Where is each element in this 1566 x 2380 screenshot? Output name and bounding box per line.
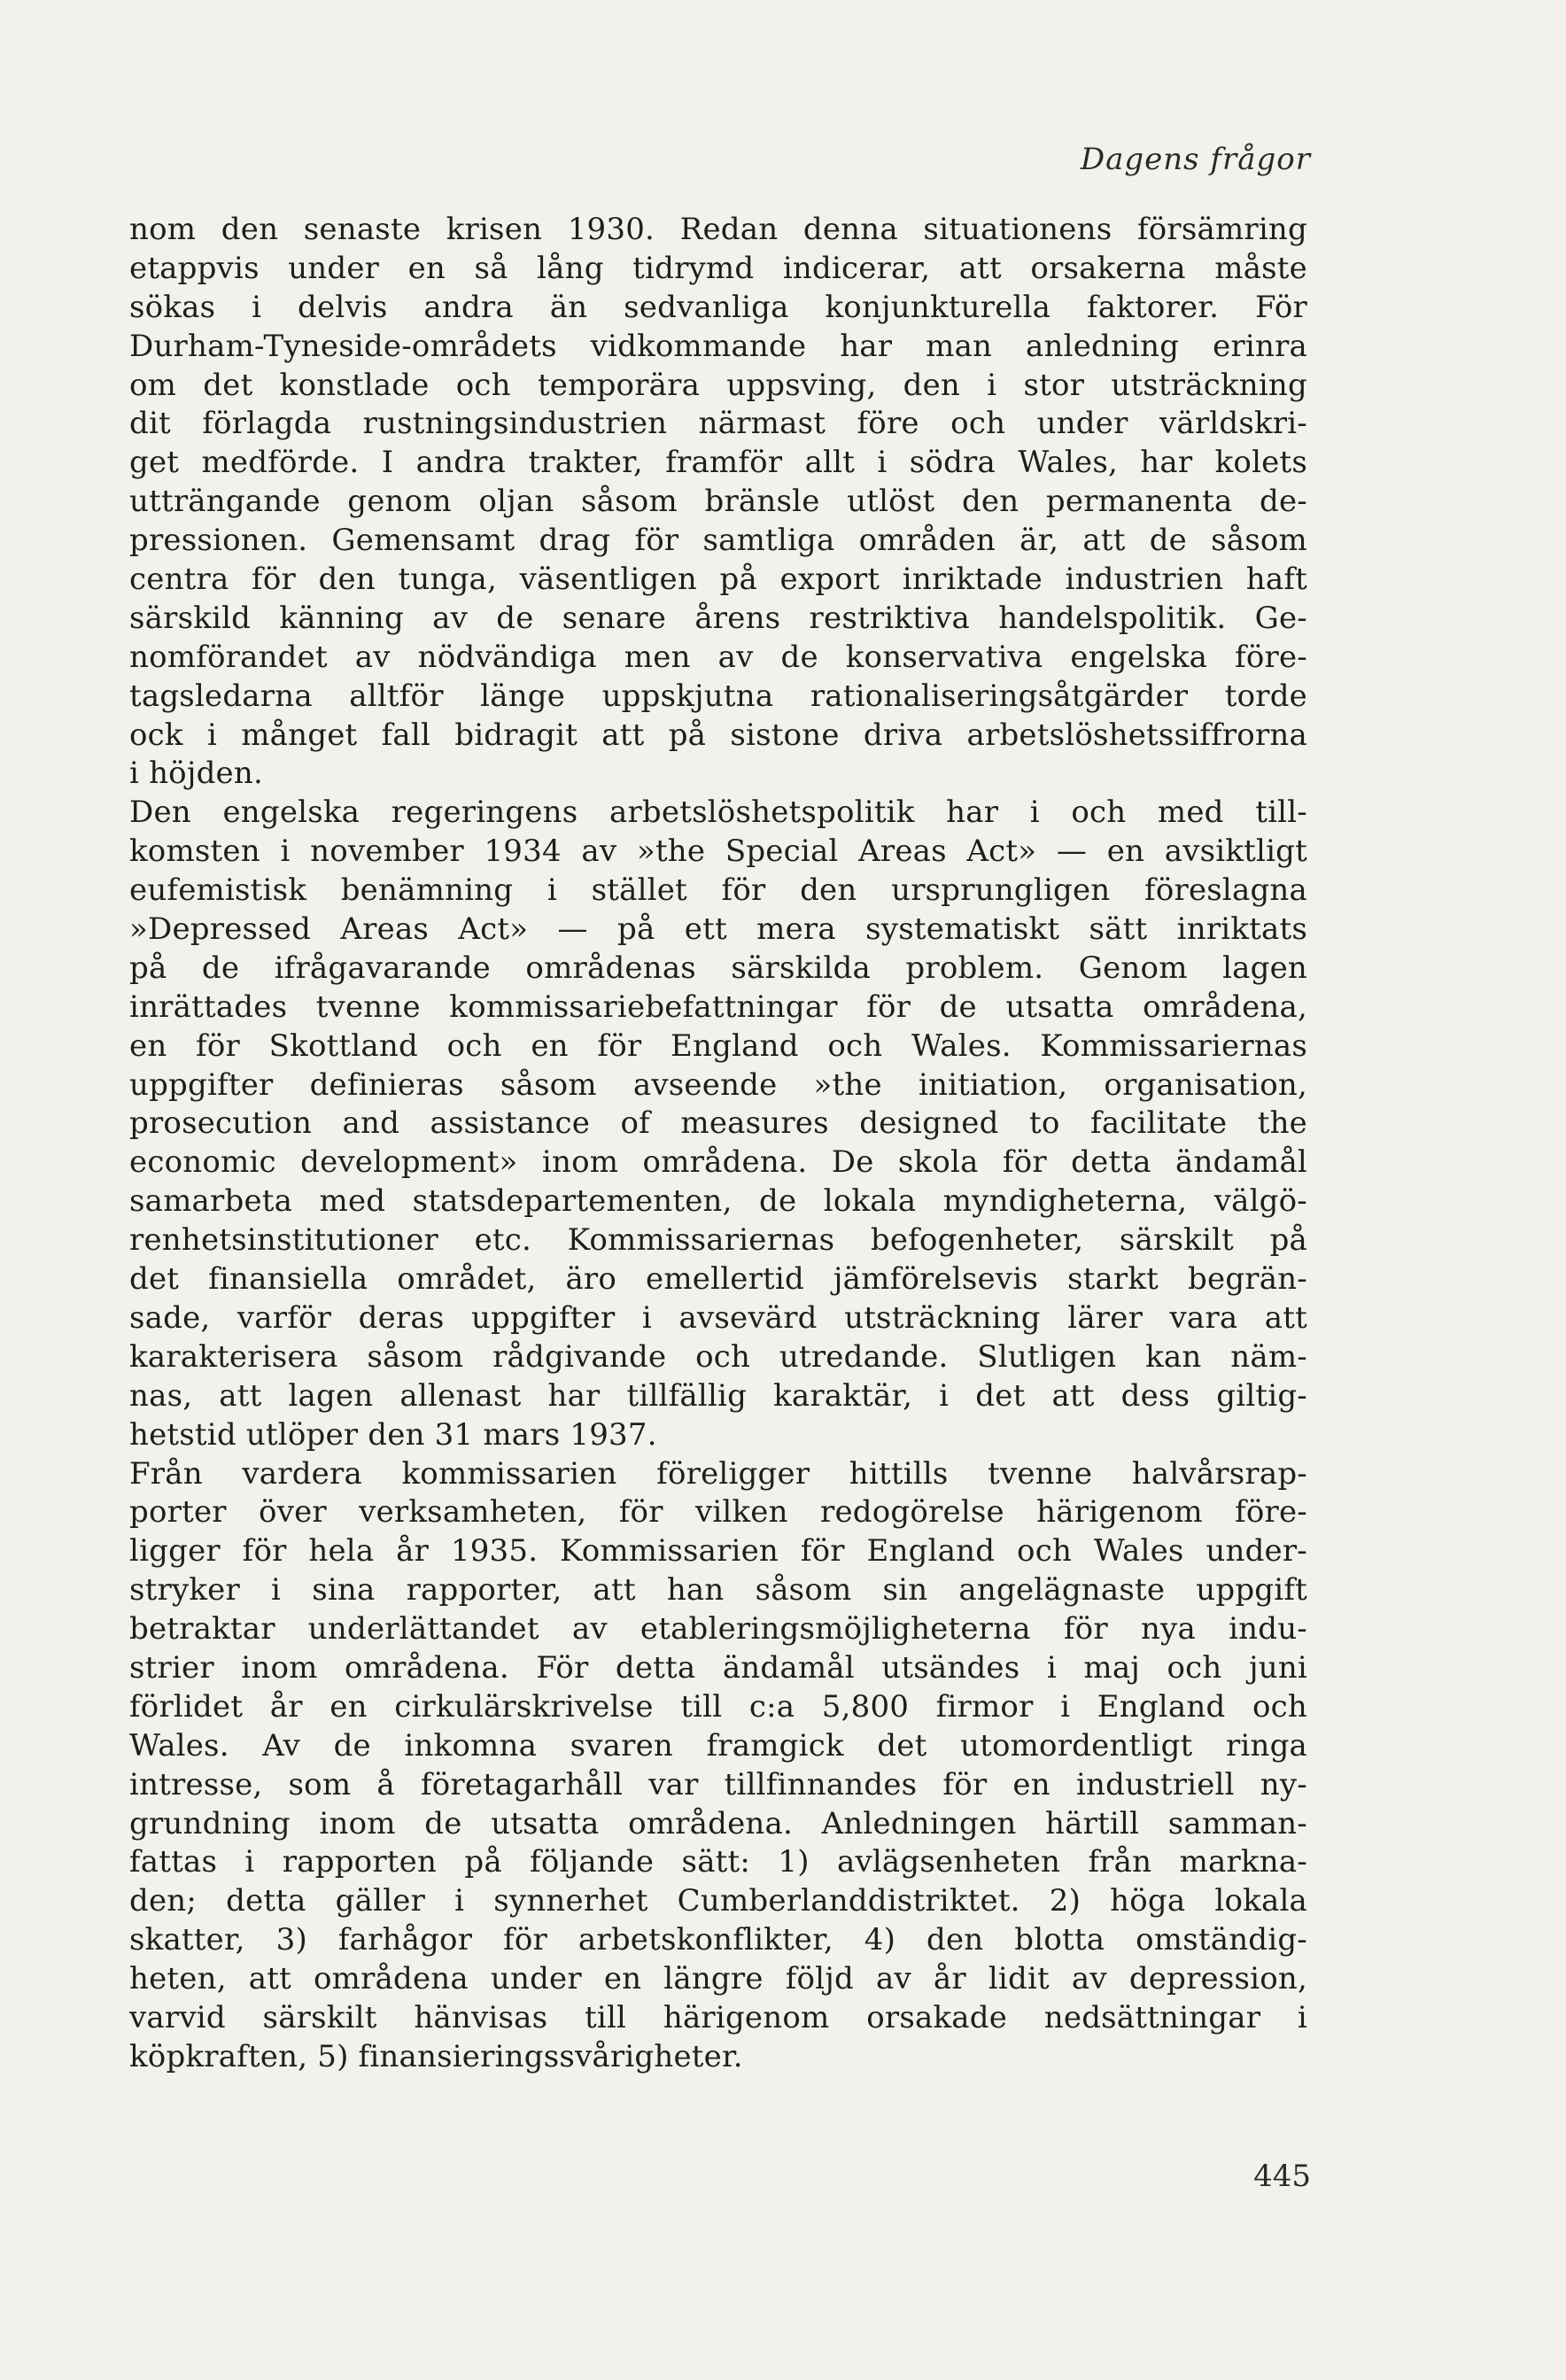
text-line: i höjden. [129, 756, 263, 792]
text-line: skatter, 3) farhågor för arbetskonflikter, 4) den blotta omständig- [129, 1922, 1307, 1958]
text-line: särskild känning av de senare årens restriktiva handelspolitik. Ge- [129, 600, 1307, 636]
text-line: förlidet år en cirkulärskrivelse till c:a 5,800 firmor i England och [129, 1688, 1307, 1725]
text-line: eufemistisk benämning i stället för den ursprungligen föreslagna [129, 872, 1307, 909]
text-line: utträngande genom oljan såsom bränsle utlöst den permanenta de- [129, 484, 1307, 520]
text-line: intresse, som å företagarhåll var tillfinnandes för en industriell ny- [129, 1766, 1307, 1802]
text-line: grundning inom de utsatta områdena. Anledningen härtill samman- [129, 1805, 1307, 1841]
text-line: strier inom områdena. För detta ändamål utsändes i maj och juni [129, 1649, 1307, 1686]
text-line: den; detta gäller i synnerhet Cumberlanddistriktet. 2) höga lokala [129, 1883, 1307, 1919]
text-line: komsten i november 1934 av »the Special Areas Act» — en avsiktligt [129, 833, 1307, 870]
text-line: nom den senaste krisen 1930. Redan denna situationens försämring [129, 212, 1307, 247]
text-line: economic development» inom områdena. De skola för detta ändamål [129, 1144, 1307, 1181]
text-line: ock i månget fall bidragit att på sistone driva arbetslöshetssiffrorna [129, 717, 1307, 753]
text-line: samarbeta med statsdepartementen, de lokala myndigheterna, välgö- [129, 1183, 1307, 1220]
text-line: köpkraften, 5) finansieringssvårigheter. [129, 2038, 743, 2074]
text-line: Från vardera kommissarien föreligger hittills tvenne halvårsrap- [129, 1455, 1307, 1492]
text-line: nomförandet av nödvändiga men av de konservativa engelska före- [129, 639, 1307, 675]
text-line: renhetsinstitutioner etc. Kommissariernas befogenheter, särskilt på [129, 1222, 1307, 1259]
text-line: hetstid utlöper den 31 mars 1937. [129, 1416, 657, 1453]
text-line: Durham-Tyneside-områdets vidkommande har man anledning erinra [129, 328, 1307, 364]
body-text [129, 211, 1307, 2077]
text-line: inrättades tvenne kommissariebefattningar för de utsatta områdena, [129, 988, 1307, 1025]
text-line: Wales. Av de inkomna svaren framgick det utomordentligt ringa [129, 1727, 1307, 1764]
text-line: karakterisera såsom rådgivande och utredande. Slutligen kan näm- [129, 1338, 1307, 1375]
text-line: en för Skottland och en för England och Wales. Kommissariernas [129, 1027, 1307, 1064]
text-line: Den engelska regeringens arbetslöshetspolitik har i och med till- [129, 795, 1307, 831]
text-line: sade, varför deras uppgifter i avsevärd utsträckning lärer vara att [129, 1299, 1307, 1336]
text-line: heten, att områdena under en längre följd av år lidit av depression, [129, 1961, 1307, 1997]
running-title: Dagens frågor [1080, 142, 1311, 177]
text-line: ligger för hela år 1935. Kommissarien för England och Wales under- [129, 1533, 1307, 1570]
text-line: prosecution and assistance of measures designed to facilitate the [129, 1105, 1307, 1142]
text-line: tagsledarna alltför länge uppskjutna rationaliseringsåtgärder torde [129, 678, 1307, 714]
text-line: varvid särskilt hänvisas till härigenom orsakade nedsättningar i [129, 1999, 1307, 2035]
text-line: fattas i rapporten på följande sätt: 1) avlägsenheten från markna- [129, 1844, 1307, 1880]
text-line: nas, att lagen allenast har tillfällig karaktär, i det att dess giltig- [129, 1377, 1307, 1414]
text-line: etappvis under en så lång tidrymd indicerar, att orsakerna måste [129, 250, 1307, 286]
text-line: dit förlagda rustningsindustrien närmast före och under världskri- [129, 406, 1307, 442]
text-line: »Depressed Areas Act» — på ett mera systematiskt sätt inriktats [129, 911, 1307, 948]
text-line: på de ifrågavarande områdenas särskilda problem. Genom lagen [129, 950, 1307, 986]
text-line: pressionen. Gemensamt drag för samtliga områden är, att de såsom [129, 523, 1307, 559]
text-line: det finansiella området, äro emellertid jämförelsevis starkt begrän- [129, 1261, 1307, 1298]
text-line: get medförde. I andra trakter, framför allt i södra Wales, har kolets [129, 445, 1307, 481]
text-line: uppgifter definieras såsom avseende »the initiation, organisation, [129, 1066, 1307, 1103]
page-number: 445 [1253, 2159, 1311, 2194]
text-line: porter över verksamheten, för vilken redogörelse härigenom före- [129, 1494, 1307, 1531]
text-line: centra för den tunga, väsentligen på export inriktade industrien haft [129, 562, 1307, 598]
text-line: om det konstlade och temporära uppsving, den i stor utsträckning [129, 367, 1307, 403]
text-line: stryker i sina rapporter, att han såsom sin angelägnaste uppgift [129, 1572, 1307, 1609]
text-line: betraktar underlättandet av etableringsmöjligheterna för nya indu- [129, 1611, 1307, 1647]
text-line: sökas i delvis andra än sedvanliga konjunkturella faktorer. För [129, 289, 1307, 325]
